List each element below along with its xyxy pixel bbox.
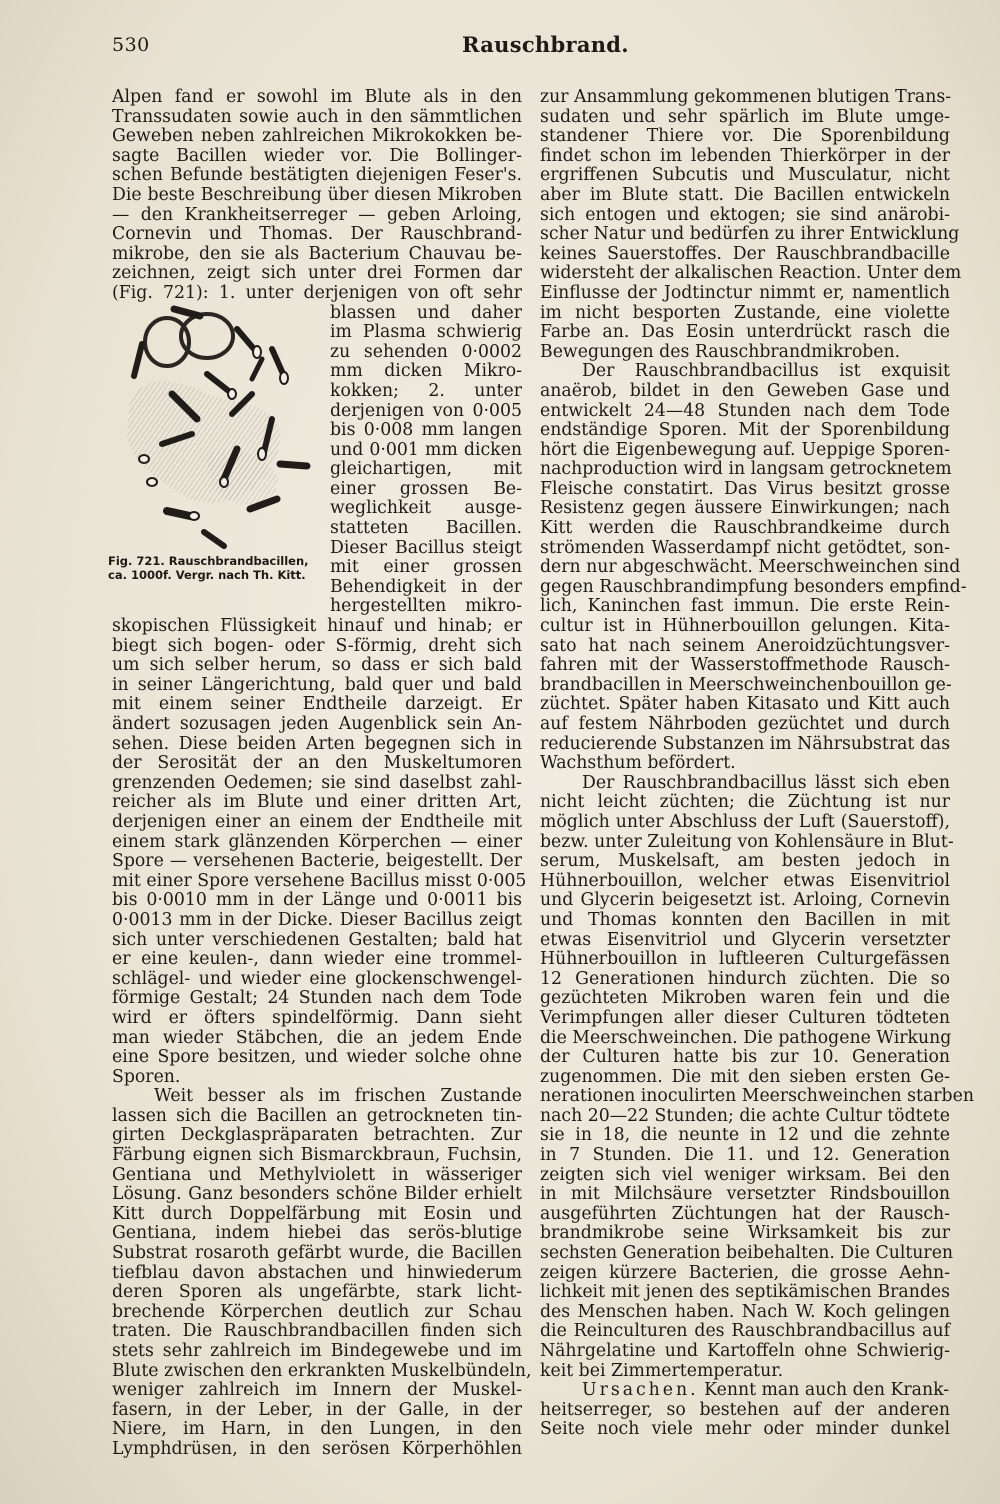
text-line: sato hat nach seinem Aneroidzüchtungsver- <box>540 635 950 656</box>
text-line: statteten Bacillen. <box>330 518 522 539</box>
text-line: Gentiana und Methylviolett in wässeriger <box>112 1164 522 1185</box>
text-line: die Reinculturen des Rauschbrandbacillus auf <box>540 1321 950 1342</box>
right-column <box>540 87 974 1440</box>
text-line: cultur ist in Hühnerbouillon gelungen. Kita- <box>540 616 950 637</box>
text-line: möglich unter Abschluss der Luft (Sauerstoff), <box>540 811 950 832</box>
text-line: heitserreger, so bestehen auf der anderen <box>540 1399 950 1420</box>
text-line: mit einer grossen <box>330 557 522 578</box>
text-line: und Thomas konnten den Bacillen in mit <box>540 909 950 930</box>
caption-line: ca. 1000f. Vergr. nach Th. Kitt. <box>108 567 306 582</box>
text-line: lich, Kaninchen fast immun. Die erste Rein- <box>540 596 950 617</box>
text-line: sich unter verschiedenen Gestalten; bald hat <box>112 929 522 950</box>
right-para-2 <box>540 361 967 774</box>
text-line: tiefblau davon abstachen und hinwiederum <box>112 1262 522 1283</box>
text-line: dern nur abgeschwächt. Meerschweinchen sind <box>540 557 961 578</box>
left-para-2 <box>112 1086 532 1459</box>
right-para-3 <box>540 772 974 1381</box>
text-line: strömenden Wasserdampf nicht getödtet, son- <box>540 537 950 558</box>
text-line: sagte Bacillen wieder vor. Die Bollinger- <box>112 145 522 166</box>
text-line: Der Rauschbrandbacillus lässt sich eben <box>582 772 950 793</box>
text-line: derjenigen von 0·005 <box>330 400 522 421</box>
text-line: lassen sich die Bacillen an getrockneten tin- <box>112 1105 522 1126</box>
text-line: Lymphdrüsen, in den serösen Körperhöhlen <box>112 1438 522 1459</box>
text-line: sudaten und sehr spärlich im Blute umge- <box>540 106 950 127</box>
text-line: hergestellten mikro- <box>330 596 522 617</box>
text-line: bezw. unter Zuleitung von Kohlensäure in Blut- <box>540 831 954 852</box>
text-line: scher Natur und bedürfen zu ihrer Entwicklung <box>540 224 960 245</box>
right-para-4 <box>540 1381 950 1440</box>
text-line: traten. Die Rauschbrandbacillen finden sich <box>112 1321 522 1342</box>
text-line: stets sehr zahlreich im Bindegewebe und im <box>112 1341 522 1361</box>
text-line: keit bei Zimmertemperatur. <box>540 1360 784 1381</box>
text-line: sie in 18, die neunte in 12 und die zehnte <box>540 1125 950 1146</box>
text-line: gezüchteten Mikroben waren fein und die <box>540 988 950 1009</box>
text-line: im Plasma schwierig <box>330 322 522 343</box>
text-line: brandmikrobe seine Wirksamkeit bis zur <box>540 1223 950 1244</box>
text-line: Lösung. Ganz besonders schöne Bilder erhielt <box>112 1184 522 1205</box>
text-line: blassen und daher <box>330 302 522 323</box>
text-line: brechende Körperchen deutlich zur Schau <box>112 1301 522 1322</box>
text-line: Seite noch viele mehr oder minder dunkel <box>540 1419 950 1440</box>
text-line: Wachsthum befördert. <box>540 753 736 774</box>
text-line: Hühnerbouillon in luftleeren Culturgefässen <box>540 949 950 970</box>
left-para-1-rest <box>112 616 527 1087</box>
text-line: Die beste Beschreibung über diesen Mikroben <box>112 184 522 205</box>
text-line: mit einer Spore versehene Bacillus misst 0·005 <box>112 870 527 891</box>
text-line: keines Sauerstoffes. Der Rauschbrandbacille <box>540 243 950 264</box>
text-line: Hühnerbouillon, welcher etwas Eisenvitriol <box>540 870 950 891</box>
text-line: mit einem seiner Endtheile darzeigt. Er <box>112 694 522 715</box>
text-line: reicher als im Blute und einer dritten Art, <box>112 792 522 813</box>
text-line: anaërob, bildet in den Geweben Gase und <box>540 380 950 401</box>
text-line: Kitt werden die Rauschbrandkeime durch <box>540 518 950 539</box>
text-line: in seiner Längerichtung, bald quer und bald <box>112 674 522 695</box>
text-line: förmige Gestalt; 24 Stunden nach dem Tode <box>112 988 522 1009</box>
text-line: zeichnen, zeigt sich unter drei Formen dar <box>112 263 522 284</box>
text-line: gegen Rauschbrandimpfung besonders empfind- <box>540 576 967 597</box>
text-line: Geweben neben zahlreichen Mikrokokken be- <box>112 126 522 147</box>
text-line: Spore — versehenen Bacterie, beigestellt. Der <box>112 851 522 872</box>
text-line: etwas Eisenvitriol und Glycerin versetzter <box>540 929 950 950</box>
text-line: zu sehenden 0·0002 <box>330 341 522 362</box>
text-line: brandbacillen in Meerschweinchenbouillon ge- <box>540 674 952 695</box>
text-line <box>540 1381 950 1401</box>
text-line: eine Spore besitzen, und wieder solche ohne <box>112 1047 522 1068</box>
text-line: nicht leicht züchten; die Züchtung ist nur <box>540 792 950 813</box>
text-line: aber im Blute statt. Die Bacillen entwickeln <box>540 184 950 205</box>
text-line: grenzenden Oedemen; sie sind daselbst zahl- <box>112 772 522 793</box>
text-line: Färbung eignen sich Bismarckbraun, Fuchsin, <box>112 1145 522 1166</box>
text-line: um sich selber herum, so dass er sich bald <box>112 655 522 676</box>
text-line: im nicht besporten Zustande, eine violette <box>540 302 950 323</box>
left-para-1-top <box>112 88 522 304</box>
text-line: weniger zahlreich im Innern der Muskel- <box>112 1380 522 1401</box>
text-line: einem stark glänzenden Körperchen — einer <box>112 831 522 852</box>
text-line: entwickelt 24—48 Stunden nach dem Tode <box>540 400 950 421</box>
running-title: Rauschbrand. <box>462 32 629 57</box>
page-header <box>112 30 950 64</box>
text-line: (Fig. 721): 1. unter derjenigen von oft sehr <box>112 282 522 303</box>
text-line: zeigen kürzere Bacterien, die grosse Aehn- <box>540 1262 950 1283</box>
text-line: zugenommen. Die mit den sieben ersten Ge- <box>540 1066 950 1087</box>
text-line: skopischen Flüssigkeit hinauf und hinab; er <box>112 616 522 637</box>
text-line: in mit Milchsäure versetzter Rindsbouillon <box>540 1184 950 1205</box>
text-line: bis 0·0010 mm in der Länge und 0·0011 bis <box>112 890 522 911</box>
text-line: Dieser Bacillus steigt <box>330 537 522 558</box>
text-line: Behendigkeit in der <box>330 576 522 597</box>
text-line: nachproduction wird in langsam getrocknetem <box>540 459 952 480</box>
text-line: fahren mit der Wasserstoffmethode Rausch- <box>540 655 950 676</box>
text-line: fasern, in der Leber, in der Galle, in der <box>112 1399 522 1420</box>
text-line: nach 20—22 Stunden; die achte Cultur tödtete <box>540 1105 950 1126</box>
text-line: die Meerschweinchen. Die pathogene Wirkung <box>540 1027 952 1048</box>
text-line: 12 Generationen hindurch züchten. Die so <box>540 968 950 989</box>
text-line: Transsudaten sowie auch in den sämmtlichen <box>112 106 522 127</box>
text-line: zeigten sich viel weniger wirksam. Bei den <box>540 1164 950 1185</box>
right-para-1 <box>540 87 962 362</box>
text-line: 0·0013 mm in der Dicke. Dieser Bacillus zeigt <box>112 909 522 930</box>
text-line: sich entogen und ektogen; sie sind anärobi- <box>540 204 950 225</box>
text-line: und 0·001 mm dicken <box>330 439 522 460</box>
text-line: mm dicken Mikro- <box>330 361 522 382</box>
caption-line: Fig. 721. Rauschbrandbacillen, <box>108 553 309 568</box>
text-line: züchtet. Später haben Kitasato und Kitt auch <box>540 694 950 715</box>
text-line: der Culturen hatte bis zur 10. Generation <box>540 1047 950 1068</box>
text-line: ausgeführten Züchtungen hat der Rausch- <box>540 1203 950 1224</box>
text-line: derjenigen einer an einem der Endtheile mit <box>112 811 522 832</box>
text-line: Sporen. <box>112 1066 181 1087</box>
text-line: zur Ansammlung gekommenen blutigen Trans- <box>540 87 952 107</box>
text-line: biegt sich bogen- oder S-förmig, dreht sich <box>112 635 522 656</box>
text-line: und Glycerin beigesetzt ist. Arloing, Cornevin <box>540 890 950 911</box>
text-line: serum, Muskelsaft, am besten jedoch in <box>540 851 950 872</box>
text-line: man wieder Stäbchen, die an jedem Ende <box>112 1027 522 1048</box>
text-line: gleichartigen, mit <box>330 459 522 480</box>
text-line: Bewegungen des Rauschbrandmikroben. <box>540 341 901 362</box>
text-line: nerationen inoculirten Meerschweinchen starben <box>540 1086 974 1107</box>
text-line: ändert sozusagen jeden Augenblick sein An- <box>112 714 522 734</box>
text-line: standener Thiere vor. Die Sporenbildung <box>540 126 950 147</box>
left-column <box>108 87 532 1460</box>
text-line: ergriffenen Subcutis und Musculatur, nicht <box>540 165 950 186</box>
text-line: hört die Eigenbewegung auf. Ueppige Sporen- <box>540 439 950 460</box>
text-line: Substrat rosaroth gefärbt wurde, die Bacillen <box>112 1243 522 1264</box>
text-line: Verimpfungen aller dieser Culturen tödteten <box>540 1007 950 1028</box>
text-line: schen Befunde bestätigten diejenigen Feser's. <box>112 165 522 186</box>
text-line: schlägel- und wieder eine glockenschwengel- <box>112 968 522 989</box>
figure-caption <box>108 554 328 582</box>
text-line: Cornevin und Thomas. Der Rauschbrand- <box>112 224 522 245</box>
text-line: auf festem Nährboden gezüchtet und durch <box>540 714 950 734</box>
text-line: girten Deckglaspräparaten betrachten. Zur <box>112 1125 522 1146</box>
text-fragment: Kennt man auch den Krank- <box>704 1380 950 1401</box>
text-line: Einflusse der Jodtinctur nimmt er, namentlich <box>540 282 950 303</box>
bacilli-micrograph-icon <box>112 304 322 554</box>
text-line: weglichkeit ausge- <box>330 498 522 519</box>
text-line: deren Sporen als ungefärbte, stark licht- <box>112 1282 522 1303</box>
text-line: widersteht der alkalischen Reaction. Unter dem <box>540 263 962 284</box>
text-line: endständige Sporen. Mit der Sporenbildung <box>540 420 950 441</box>
text-line: er eine keulen-, dann wieder eine trommel- <box>112 949 522 970</box>
figure-721 <box>108 304 322 582</box>
text-line: mikrobe, den sie als Bacterium Chauvau be- <box>112 243 522 264</box>
text-line: kokken; 2. unter <box>330 380 522 401</box>
text-line: der Serosität der an den Muskeltumoren <box>112 753 522 774</box>
page-number: 530 <box>112 34 150 56</box>
section-heading: Ursachen. <box>582 1380 699 1401</box>
text-line: bis 0·008 mm langen <box>330 420 522 441</box>
text-line: Fleische constatirt. Das Virus besitzt grosse <box>540 478 950 499</box>
text-line: sechsten Generation beibehalten. Die Culturen <box>540 1243 954 1264</box>
text-line: — den Krankheitserreger — geben Arloing, <box>112 204 522 225</box>
text-line: Alpen fand er sowohl im Blute als in den <box>112 87 522 107</box>
text-line: Niere, im Harn, in den Lungen, in den <box>112 1419 522 1440</box>
text-line: Kitt durch Doppelfärbung mit Eosin und <box>112 1203 522 1224</box>
text-line: Weit besser als im frischen Zustande <box>154 1086 522 1107</box>
text-line: Resistenz gegen äussere Einwirkungen; nach <box>540 498 950 519</box>
text-line: Nährgelatine und Kartoffeln ohne Schwierig- <box>540 1341 950 1361</box>
text-line: reducierende Substanzen im Nährsubstrat das <box>540 733 951 754</box>
text-line: einer grossen Be- <box>330 478 522 499</box>
text-line: in 7 Stunden. Die 11. und 12. Generation <box>540 1145 950 1166</box>
text-line: wird er öfters spindelförmig. Dann sieht <box>112 1007 522 1028</box>
text-line: Blute zwischen den erkrankten Muskelbündeln, <box>112 1360 532 1381</box>
text-line: Farbe an. Das Eosin unterdrückt rasch die <box>540 322 950 343</box>
text-line: Der Rauschbrandbacillus ist exquisit <box>582 361 950 382</box>
text-line: des Menschen haben. Nach W. Koch gelingen <box>540 1301 950 1322</box>
text-line: findet schon im lebenden Thierkörper in der <box>540 145 950 166</box>
text-line: lichkeit mit jenen des septikämischen Brandes <box>540 1282 950 1303</box>
text-line: sehen. Diese beiden Arten begegnen sich in <box>112 733 522 754</box>
text-line: Gentiana, indem hiebei das serös-blutige <box>112 1223 522 1244</box>
